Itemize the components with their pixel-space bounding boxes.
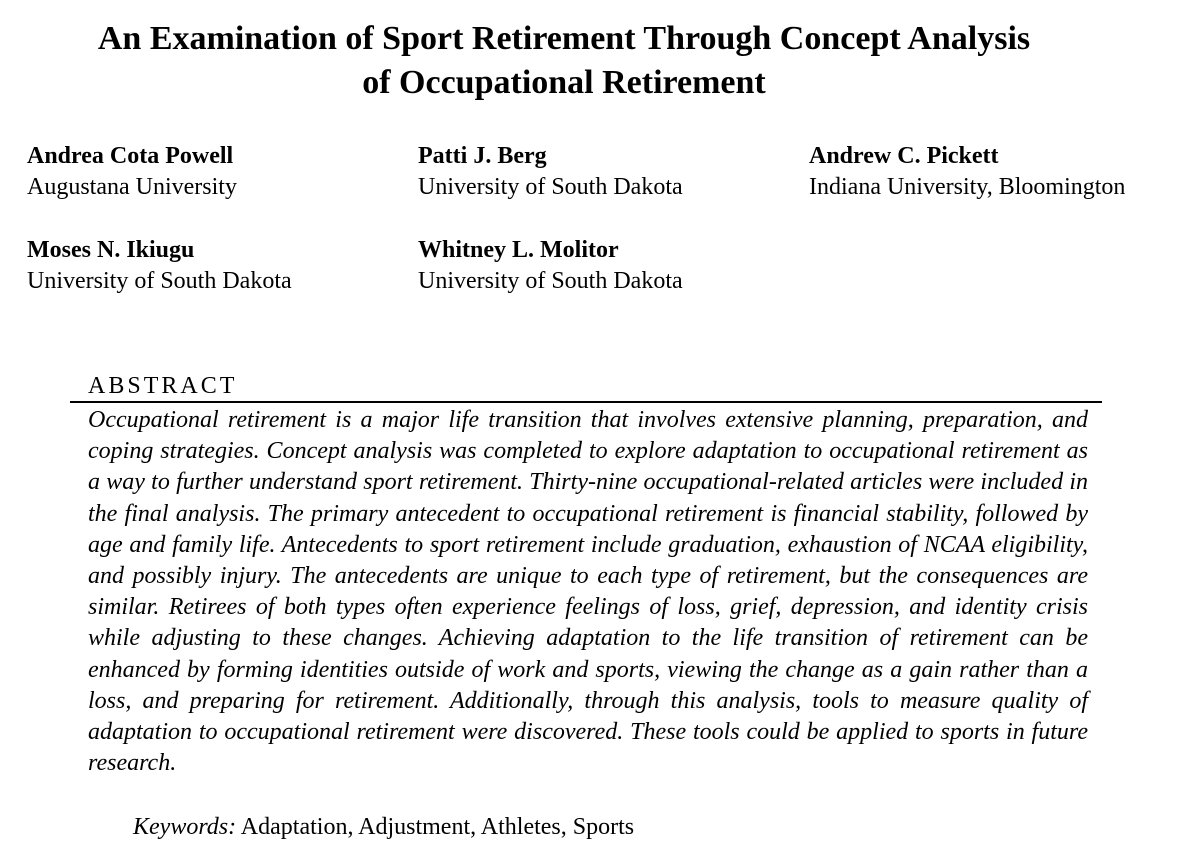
author-name: Patti J. Berg bbox=[418, 143, 547, 169]
author-affiliation: Augustana University bbox=[27, 174, 237, 200]
author-block bbox=[27, 235, 292, 297]
author-affiliation: University of South Dakota bbox=[418, 268, 683, 294]
author-name: Andrew C. Pickett bbox=[809, 143, 999, 169]
author-block bbox=[27, 141, 237, 203]
author-block bbox=[809, 141, 1125, 203]
abstract-text: Occupational retirement is a major life transition that involves extensive planning, preparation, and coping strategies. Concept analysis was completed to explore adaptation to occupational retirement as a way to further understand sport retirement. Thirty-nine occupational-related articles were included in the final analysis. The primary antecedent to occupational retirement is financial stability, followed by age and family life. Antecedents to sport retirement include graduation, exhaustion of NCAA eligibility, and possibly injury. The antecedents are unique to each type of retirement, but the consequences are similar. Retirees of both types often experience feelings of loss, grief, depression, and identity crisis while adjusting to these changes. Achieving adaptation to the life transition of retirement can be enhanced by forming identities outside of work and sports, viewing the change as a gain rather than a loss, and preparing for retirement. Additionally, through this analysis, tools to measure quality of adaptation to occupational retirement were discovered. These tools could be applied to sports in future research. bbox=[88, 407, 1088, 777]
keywords-list: Adaptation, Adjustment, Athletes, Sports bbox=[240, 814, 635, 840]
paper-title-line-1: An Examination of Sport Retirement Through Concept Analysis bbox=[97, 20, 1031, 57]
paper-title bbox=[0, 17, 1128, 105]
author-block bbox=[418, 235, 683, 297]
author-name: Andrea Cota Powell bbox=[27, 143, 234, 169]
paper-title-line-2: of Occupational Retirement bbox=[362, 64, 766, 101]
author-name: Moses N. Ikiugu bbox=[27, 237, 195, 263]
author-name: Whitney L. Molitor bbox=[418, 237, 619, 263]
keywords-label: Keywords: bbox=[133, 814, 237, 840]
author-block bbox=[418, 141, 683, 203]
abstract-heading: ABSTRACT bbox=[88, 373, 238, 399]
author-affiliation: University of South Dakota bbox=[27, 268, 292, 294]
keywords-line bbox=[133, 812, 634, 843]
author-affiliation: University of South Dakota bbox=[418, 174, 683, 200]
author-affiliation: Indiana University, Bloomington bbox=[809, 174, 1126, 200]
abstract-divider bbox=[70, 401, 1102, 403]
